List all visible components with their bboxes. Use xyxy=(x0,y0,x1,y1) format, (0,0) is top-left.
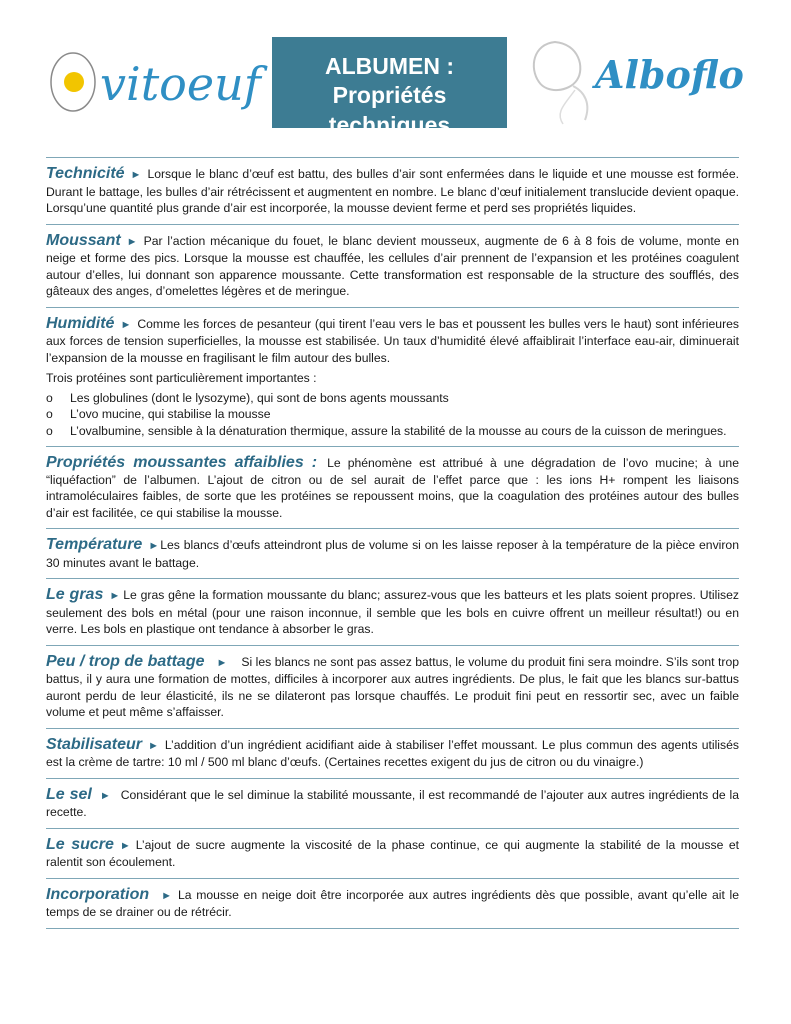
section-text: Par l’action mécanique du fouet, le blanc devient mousseux, augmente de 6 à 8 fois de volume, monte en neige et forme des pics. Lorsque la mousse est chauffée, les cellules d’air prennent de l’expansion et les protéines coagulent autour d’elles, lui donnant son apparence moussante. Cette transformation est responsable de la structure des soufflés, des gâteaux des anges, d’omelettes légères et de meringue. xyxy=(46,233,739,298)
section-incorporation xyxy=(46,878,739,929)
list-item: o L’ovalbumine, sensible à la dénaturation thermique, assure la stabilité de la mousse au cours de la cuisson de meringues. xyxy=(46,423,727,438)
section-humidite xyxy=(46,307,739,447)
section-stabilisateur xyxy=(46,728,739,778)
bullet-icon: o xyxy=(46,423,53,438)
section-battage xyxy=(46,645,739,728)
arrow-icon: ► xyxy=(109,590,121,602)
section-moussant xyxy=(46,224,739,307)
section-text: Les blancs d’œufs atteindront plus de volume si on les laisse reposer à la température de la pièce environ 30 minutes avant le battage. xyxy=(46,538,739,570)
section-text: Le phénomène est attribué à une dégradation de l’ovo mucine; à une “liquéfaction” de l’albumen. L’ajout de citron ou de sel aurait de l’effet parce que : les ions H+ rompent les liaisons intramoléculaires faibles, de sorte que les protéines se repoussent moins, que la coagulation des protéines autour des bulles d’air est facilitée, ce qui stabilise la mousse. xyxy=(46,456,739,520)
section-text: Lorsque le blanc d’œuf est battu, des bulles d’air sont enfermées dans le liquide et une mousse est formée. Durant le battage, les bulles d’air rétrécissent et augmentent en nombre. Le blanc d’œuf initialement translucide devient opaque. Lorsqu’une quantité plus grande d’air est incorporée, la mousse devient ferme et perd ses propriétés liquides. xyxy=(46,167,739,215)
page-title-line2: Propriétés techniques xyxy=(328,82,451,138)
section-heading: Propriétés moussantes affaiblies : xyxy=(46,454,318,471)
section-heading: Technicité xyxy=(46,165,125,182)
content xyxy=(46,157,739,929)
section-temperature xyxy=(46,528,739,578)
title-box xyxy=(272,37,507,138)
section-heading: Incorporation xyxy=(46,885,150,903)
section-text: L’addition d’un ingrédient acidifiant aide à stabiliser l’effet moussant. Le plus commun des agents utilisés est la crème de tartre: 10 ml / 500 ml blanc d’œufs. (Certaines recettes exigent du jus de citron ou du vinaigre.) xyxy=(46,737,739,769)
list-item: o Les globulines (dont le lysozyme), qui sont de bons agents moussants xyxy=(46,390,449,405)
arrow-icon: ► xyxy=(161,889,172,902)
section-text: Considérant que le sel diminue la stabilité moussante, il est recommandé de l’ajouter aux autres ingrédients de la recette. xyxy=(46,787,739,819)
section-text: Le gras gêne la formation moussante du blanc; assurez-vous que les batteurs et les plats soient propres. Utilisez seulement des bols en métal (pour une raison inconnue, il semble que les bols en cuivre offrent un meilleur résultat!) ou en verre. Les bols en plastique ont tendance à absorber le gras. xyxy=(46,588,739,636)
vitoeuf-logo xyxy=(46,38,276,120)
arrow-icon: ► xyxy=(130,169,142,181)
arrow-icon: ► xyxy=(120,318,132,331)
vitoeuf-wordmark: vitoeuf xyxy=(100,57,261,111)
section-heading: Température xyxy=(46,536,143,553)
list-item: o L’ovo mucine, qui stabilise la mousse xyxy=(46,407,271,421)
protein-list xyxy=(46,390,739,440)
section-text: Comme les forces de pesanteur (qui tirent l’eau vers le bas et poussent les bulles vers le haut) sont inférieures aux forces de tension superficielles, la mousse est stabilisée. Un taux d’humidité élevé affaiblirait l’interface eau-air, diminuerait l’expansion de la mousse en fragilisant le film autour des bulles. xyxy=(46,316,739,365)
arrow-icon: ► xyxy=(148,739,159,752)
arrow-icon: ► xyxy=(99,789,111,802)
section-heading: Le sucre xyxy=(46,835,114,853)
section-heading: Peu / trop de battage xyxy=(46,652,205,670)
section-heading: Humidité xyxy=(46,314,115,332)
section-heading: Le gras xyxy=(46,586,104,603)
section-heading: Moussant xyxy=(46,231,121,249)
section-le-gras xyxy=(46,578,739,645)
section-proprietes-affaiblies xyxy=(46,446,739,528)
arrow-icon: ► xyxy=(126,235,138,248)
alboflo-wordmark: Alboflo xyxy=(595,52,744,97)
alboflo-logo xyxy=(525,34,745,126)
section-text: L’ajout de sucre augmente la viscosité de la phase continue, ce qui augmente la stabilité de la mousse et ralentit son écoulement. xyxy=(46,837,740,869)
bullet-icon: o xyxy=(46,390,53,405)
section-heading: Stabilisateur xyxy=(46,735,143,753)
section-le-sel xyxy=(46,778,739,828)
page-title-line1: ALBUMEN : xyxy=(324,53,455,79)
header xyxy=(0,0,791,150)
arrow-icon: ► xyxy=(148,540,160,552)
section-le-sucre xyxy=(46,828,739,878)
bullet-icon: o xyxy=(46,407,53,421)
section-heading: Le sel xyxy=(46,785,92,803)
section-text: La mousse en neige doit être incorporée aux autres ingrédients dès que possible, avant qu’elle ait le temps de se drainer ou de rétrécir. xyxy=(46,887,739,919)
arrow-icon: ► xyxy=(216,656,228,669)
section-technicite xyxy=(46,157,739,224)
arrow-icon: ► xyxy=(119,839,131,852)
proteins-intro: Trois protéines sont particulièrement importantes : xyxy=(46,371,317,385)
section-text: Si les blancs ne sont pas assez battus, le volume du produit fini sera moindre. S’ils sont trop battus, il y aura une formation de mottes, difficiles à incorporer aux autres ingrédients. De plus, le fait que les blancs sur-battus auront perdu de leur élasticité, ils ne se dilateront pas lorsque chauffés. Le produit fini peut en ressortir sec, avec un faible volume et peut même s’affaisser. xyxy=(46,654,739,719)
